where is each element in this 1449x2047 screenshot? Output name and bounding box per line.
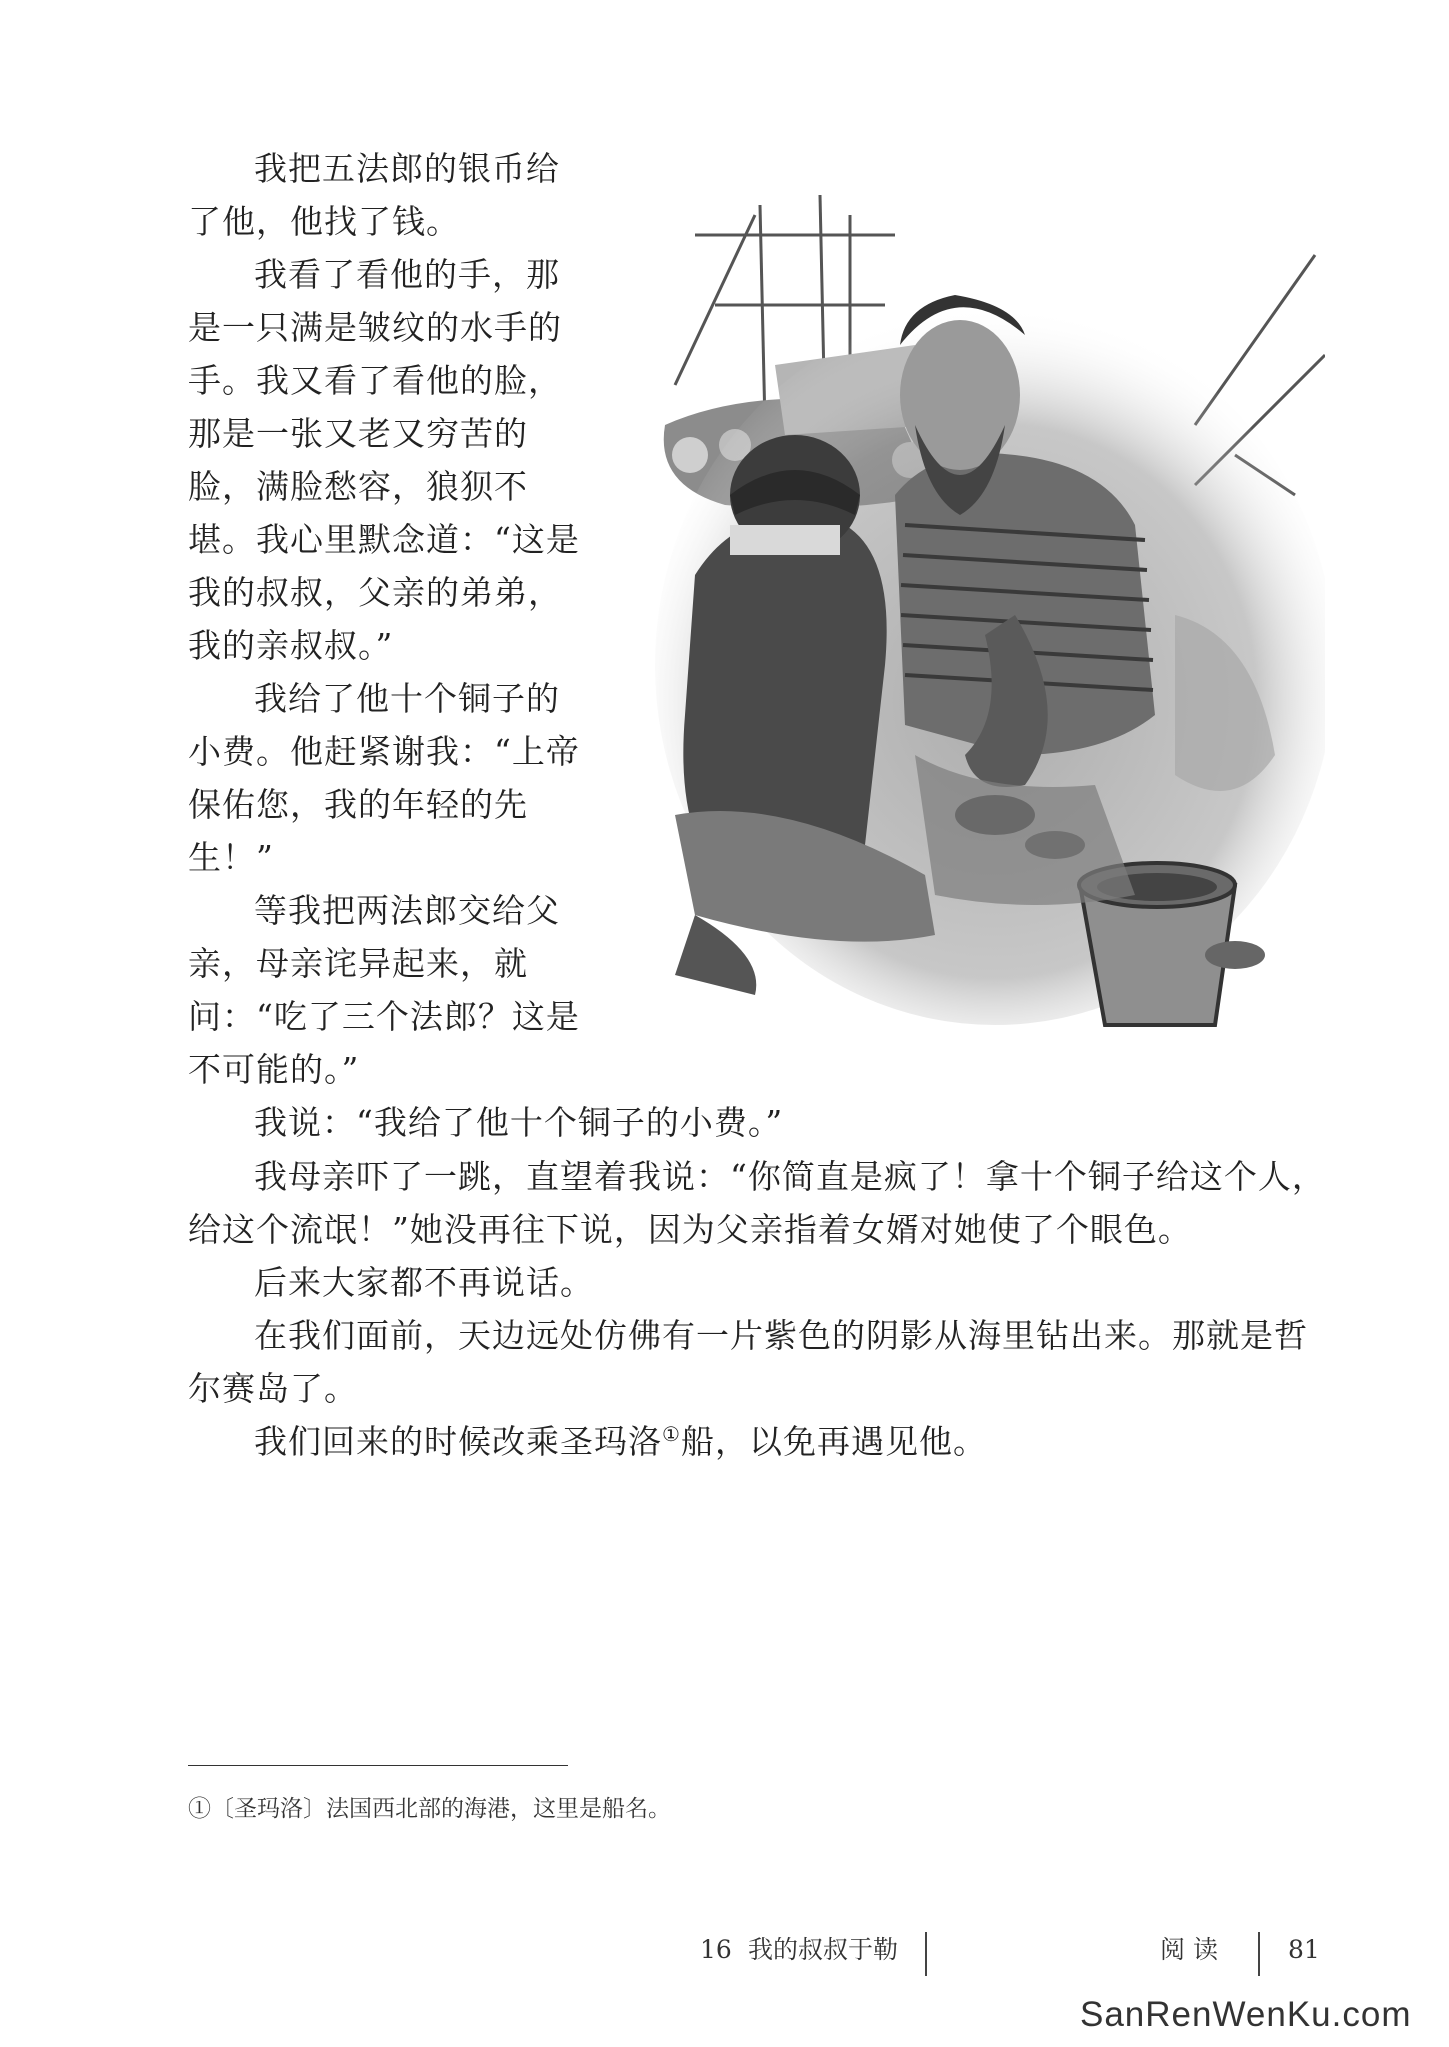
footnote-divider <box>188 1765 568 1766</box>
footer-divider-left <box>925 1932 927 1976</box>
paragraph-9-text-before: 我们回来的时候改乘圣玛洛 <box>254 1422 662 1461</box>
paragraph-4: 等我把两法郎交给父亲，母亲诧异起来，就问：“吃了三个法郎？这是不可能的。” <box>188 891 580 1089</box>
footer-section: 阅 读 <box>1160 1935 1218 1964</box>
footnote: ①〔圣玛洛〕法国西北部的海港，这里是船名。 <box>188 1796 671 1822</box>
footnote-reference[interactable]: ① <box>662 1422 681 1446</box>
page-number: 81 <box>1288 1935 1320 1964</box>
paragraph-3: 我给了他十个铜子的小费。他赶紧谢我：“上帝保佑您，我的年轻的先生！” <box>188 679 580 877</box>
paragraph-8: 在我们面前，天边远处仿佛有一片紫色的阴影从海里钻出来。那就是哲尔赛岛了。 <box>188 1316 1308 1408</box>
paragraph-5: 我说：“我给了他十个铜子的小费。” <box>254 1103 784 1142</box>
paragraph-6: 我母亲吓了一跳，直望着我说：“你简直是疯了！拿十个铜子给这个人，给这个流氓！”她没再往下说，因为父亲指着女婿对她使了个眼色。 <box>188 1157 1326 1249</box>
paragraph-7: 后来大家都不再说话。 <box>254 1263 594 1302</box>
footer-lesson-number: 16 <box>700 1935 732 1964</box>
paragraph-9 <box>188 1415 1338 1468</box>
footer-lesson-title: 我的叔叔于勒 <box>748 1935 899 1964</box>
footer-divider-right <box>1258 1932 1260 1976</box>
paragraph-9-text-after: 船，以免再遇见他。 <box>680 1422 987 1461</box>
watermark: SanRenWenKu.com <box>1080 1995 1412 2034</box>
paragraph-2: 我看了看他的手，那是一只满是皱纹的水手的手。我又看了看他的脸，那是一张又老又穷苦的脸，满脸愁容，狼狈不堪。我心里默念道：“这是我的叔叔，父亲的弟弟，我的亲叔叔。” <box>188 255 580 665</box>
illustration-sailor-and-boy <box>635 195 1325 1045</box>
paragraph-1: 我把五法郎的银币给了他，他找了钱。 <box>188 149 560 241</box>
